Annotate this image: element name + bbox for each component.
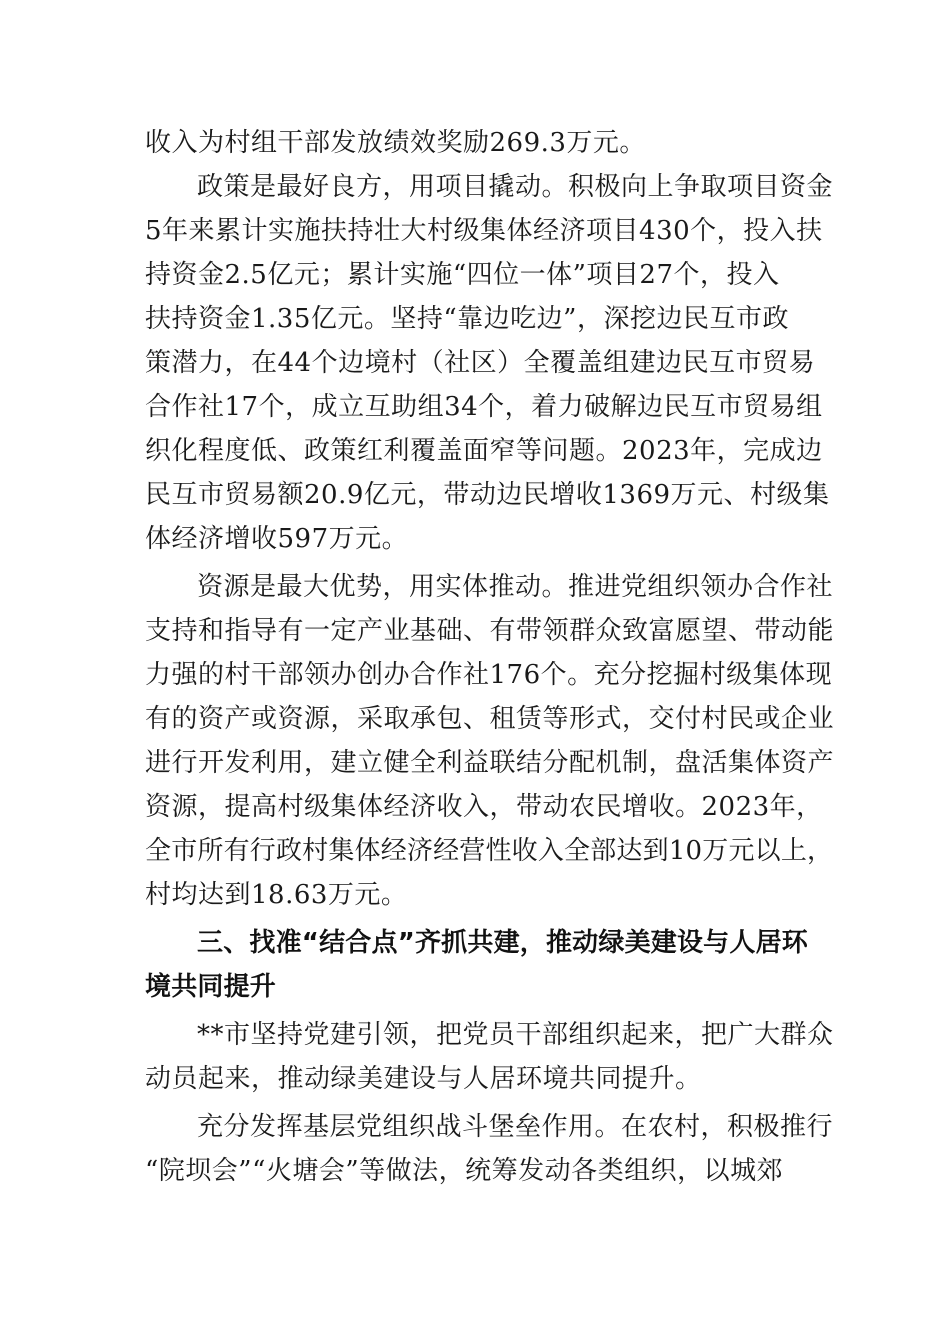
text-line: 进行开发利用，建立健全利益联结分配机制，盘活集体资产 [145,748,835,778]
text-line: 充分发挥基层党组织战斗堡垒作用。在农村，积极推行 [197,1112,834,1142]
text-line: 持资金2.5亿元；累计实施“四位一体”项目27个，投入 [145,260,780,290]
text-line: 扶持资金1.35亿元。坚持“靠边吃边”，深挖边民互市政 [145,304,789,334]
text-line: 动员起来，推动绿美建设与人居环境共同提升。 [145,1064,702,1094]
text-line: “院坝会”“火塘会”等做法，统筹发动各类组织，以城郊 [145,1156,784,1186]
text-line: 5年来累计实施扶持壮大村级集体经济项目430个，投入扶 [145,216,823,246]
section-heading: 三、找准“结合点”齐抓共建，推动绿美建设与人居环 [197,928,808,958]
text-line: 民互市贸易额20.9亿元，带动边民增收1369万元、村级集 [145,480,830,510]
text-line: 村均达到18.63万元。 [145,880,408,910]
text-line: 资源是最大优势，用实体推动。推进党组织领办合作社 [197,572,834,602]
text-line: 体经济增收597万元。 [145,524,409,554]
section-heading: 境共同提升 [145,972,277,1002]
text-line: 支持和指导有一定产业基础、有带领群众致富愿望、带动能 [145,616,835,646]
text-line: **市坚持党建引领，把党员干部组织起来，把广大群众 [197,1020,834,1050]
text-line: 政策是最好良方，用项目撬动。积极向上争取项目资金 [197,172,834,202]
text-line: 合作社17个，成立互助组34个，着力破解边民互市贸易组 [145,392,823,422]
text-line: 收入为村组干部发放绩效奖励269.3万元。 [145,128,646,158]
text-line: 策潜力，在44个边境村（社区）全覆盖组建边民互市贸易 [145,348,816,378]
text-line: 有的资产或资源，采取承包、租赁等形式，交付村民或企业 [145,704,835,734]
text-line: 全市所有行政村集体经济经营性收入全部达到10万元以上， [145,836,834,866]
text-line: 力强的村干部领办创办合作社176个。充分挖掘村级集体现 [145,660,833,690]
text-line: 资源，提高村级集体经济收入，带动农民增收。2023年， [145,792,823,822]
text-line: 织化程度低、政策红利覆盖面窄等问题。2023年，完成边 [145,436,823,466]
